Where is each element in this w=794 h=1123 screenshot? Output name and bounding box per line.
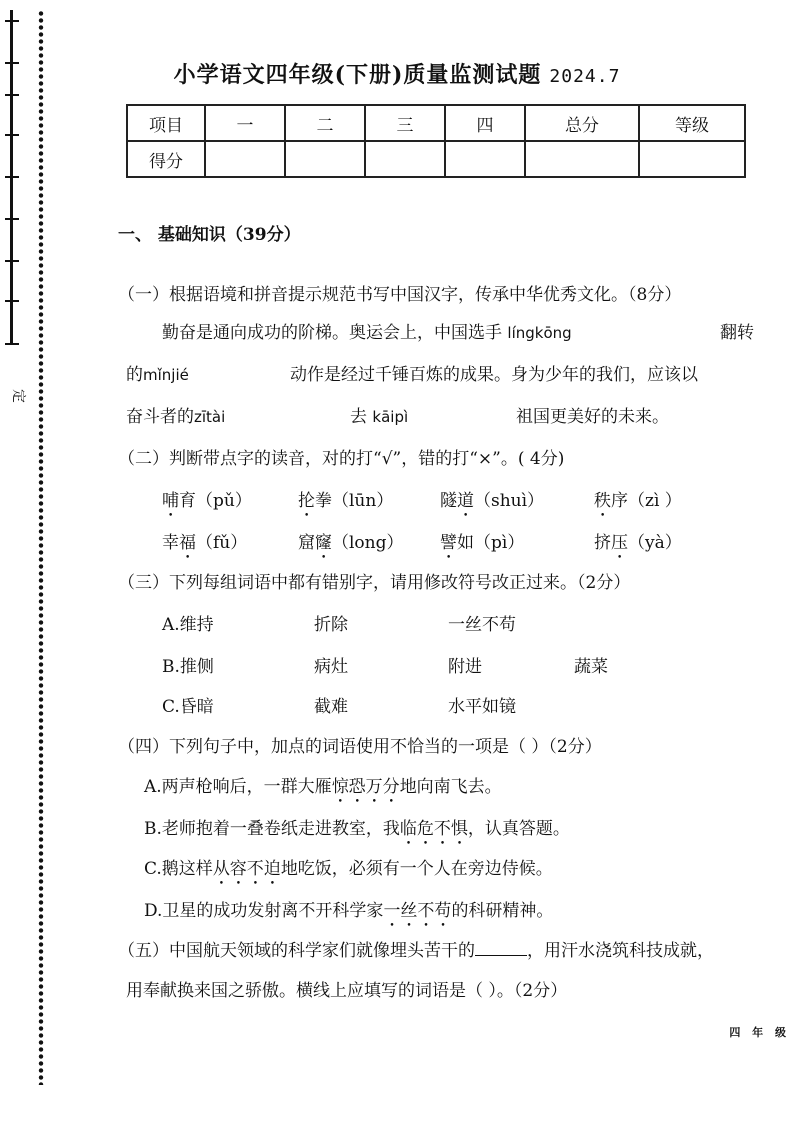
q3-word: 附进 [448, 657, 482, 677]
q5-text: ，用汗水浇筑科技成就， [527, 941, 714, 961]
q2-dotted-char: 福 [179, 533, 196, 553]
q4-post: 地吃饭，必须有一个人在旁边侍候。 [280, 859, 553, 879]
binding-tick [5, 176, 19, 178]
side-label: 定 [10, 389, 26, 403]
q4-post: 地向南飞去。 [399, 777, 502, 797]
q5-text: （五）中国航天领域的科学家们就像埋头苦干的 [118, 941, 475, 961]
score-header-cell: 项目 [127, 105, 205, 141]
score-cell[interactable] [285, 141, 365, 177]
q1-pinyin-4: kāipì [372, 408, 409, 426]
score-header-row [127, 105, 745, 141]
score-table [126, 104, 746, 178]
binding-tick [5, 94, 19, 96]
q4-option-c [144, 854, 553, 889]
q2-item [298, 486, 393, 521]
q4-option-d [144, 896, 553, 931]
q1-pinyin-3: zītài [194, 408, 226, 426]
q1-prompt: （一）根据语境和拼音提示规范书写中国汉字，传承中华优秀文化。（8分） [118, 285, 682, 305]
q1-line1-text: 勤奋是通向成功的阶梯。奥运会上，中国选手 [162, 323, 502, 343]
score-cell[interactable] [525, 141, 639, 177]
q1-line1 [162, 318, 572, 343]
score-header-cell: 一 [205, 105, 285, 141]
q1-line2 [126, 360, 189, 385]
q1-line2-text: 动作是经过千锤百炼的成果。身为少年的我们，应该以 [290, 365, 698, 385]
binding-tick [5, 260, 19, 262]
title-main: 小学语文四年级(下册)质量监测试题 [173, 62, 542, 88]
q5-answer-blank[interactable] [475, 941, 527, 956]
q3-word: C.昏暗 [162, 697, 214, 717]
q2-item [594, 486, 682, 521]
score-cell[interactable] [365, 141, 445, 177]
q2-prompt: （二）判断带点字的读音，对的打“√”，错的打“×”。( 4分) [118, 449, 565, 469]
score-header-cell: 三 [365, 105, 445, 141]
q2-item [162, 486, 252, 521]
q4-pre: A.两声枪响后，一群大雁 [144, 777, 332, 797]
q2-item [440, 528, 524, 563]
q2-post: （fǔ） [196, 533, 248, 553]
exam-title [0, 58, 794, 89]
q1-pinyin-2: mǐnjié [143, 366, 189, 384]
q1-line1-tail: 翻转 [720, 323, 754, 343]
q2-item [440, 486, 544, 521]
q2-dotted-char: 秩 [594, 491, 611, 511]
q3-word: 折除 [314, 615, 348, 635]
binding-tick [5, 134, 19, 136]
score-row-label: 得分 [127, 141, 205, 177]
title-date: 2024.7 [549, 66, 621, 87]
q1-line3-mid [350, 402, 408, 427]
q4-pre: B.老师抱着一叠卷纸走进教室，我 [144, 819, 400, 839]
score-header-cell: 等级 [639, 105, 745, 141]
score-header-cell: 总分 [525, 105, 639, 141]
q2-item [298, 528, 404, 563]
q2-dotted-char: 譬 [440, 533, 457, 553]
q5-line2: 用奉献换来国之骄傲。横线上应填写的词语是（ ）。（2分） [126, 981, 568, 1001]
q1-line2-pre: 的 [126, 365, 143, 385]
q1-line3-qu: 去 [350, 407, 367, 427]
q2-pre: 挤 [594, 533, 611, 553]
page-footer: 四 年 级 [729, 1026, 790, 1039]
q2-post: 如（pì） [457, 533, 525, 553]
q4-pre: C.鹅这样 [144, 859, 213, 879]
score-cell[interactable] [445, 141, 525, 177]
q2-item [162, 528, 247, 563]
q4-option-b [144, 814, 570, 849]
q3-word: 水平如镜 [448, 697, 516, 717]
score-value-row [127, 141, 745, 177]
q1-pinyin-1: língkōng [507, 324, 572, 342]
q2-dotted-char: 抡 [298, 491, 315, 511]
q4-pre: D.卫星的成功发射离不开科学家 [144, 901, 384, 921]
q1-line3-pre: 奋斗者的 [126, 407, 194, 427]
q2-post: 序（zì ） [611, 491, 682, 511]
binding-tick [5, 20, 19, 22]
q4-option-a [144, 772, 502, 807]
q3-word: A.维持 [162, 615, 214, 635]
q4-dotted-word: 从容不迫 [212, 859, 281, 879]
q2-dotted-char: 道 [457, 491, 474, 511]
q4-prompt: （四）下列句子中，加点的词语使用不恰当的一项是（ ）（2分） [118, 737, 602, 757]
binding-tick [5, 343, 19, 345]
section-1-title: 一、 基础知识（39分） [118, 225, 301, 245]
q2-dotted-char: 窿 [315, 533, 332, 553]
q4-post: ，认真答题。 [467, 819, 570, 839]
q1-line3-tail: 祖国更美好的未来。 [516, 407, 669, 427]
q4-dotted-word: 一丝不苟 [383, 901, 452, 921]
q4-dotted-word: 临危不惧 [399, 819, 468, 839]
score-header-cell: 二 [285, 105, 365, 141]
q2-post: 拳（lūn） [315, 491, 394, 511]
seal-dotted-line [38, 10, 44, 1085]
q1-line3 [126, 402, 225, 427]
q2-pre: 窟 [298, 533, 315, 553]
q2-post: 育（pǔ） [179, 491, 252, 511]
q5-line1 [118, 936, 714, 961]
q3-word: 一丝不苟 [448, 615, 516, 635]
q2-item [594, 528, 682, 563]
score-cell[interactable] [639, 141, 745, 177]
binding-tick [5, 218, 19, 220]
score-header-cell: 四 [445, 105, 525, 141]
q3-prompt: （三）下列每组词语中都有错别字，请用修改符号改正过来。（2分） [118, 573, 631, 593]
q2-dotted-char: 哺 [162, 491, 179, 511]
q3-word: 截难 [314, 697, 348, 717]
q2-post: （long） [332, 533, 404, 553]
q2-pre: 隧 [440, 491, 457, 511]
score-cell[interactable] [205, 141, 285, 177]
q2-post: （shuì） [474, 491, 545, 511]
q4-post: 的科研精神。 [451, 901, 554, 921]
q2-dotted-char: 压 [611, 533, 628, 553]
binding-tick [5, 300, 19, 302]
q2-pre: 幸 [162, 533, 179, 553]
q3-word: B.推侧 [162, 657, 214, 677]
q2-post: （yà） [628, 533, 682, 553]
q4-dotted-word: 惊恐万分 [331, 777, 400, 797]
q3-word: 蔬菜 [574, 657, 608, 677]
q3-word: 病灶 [314, 657, 348, 677]
